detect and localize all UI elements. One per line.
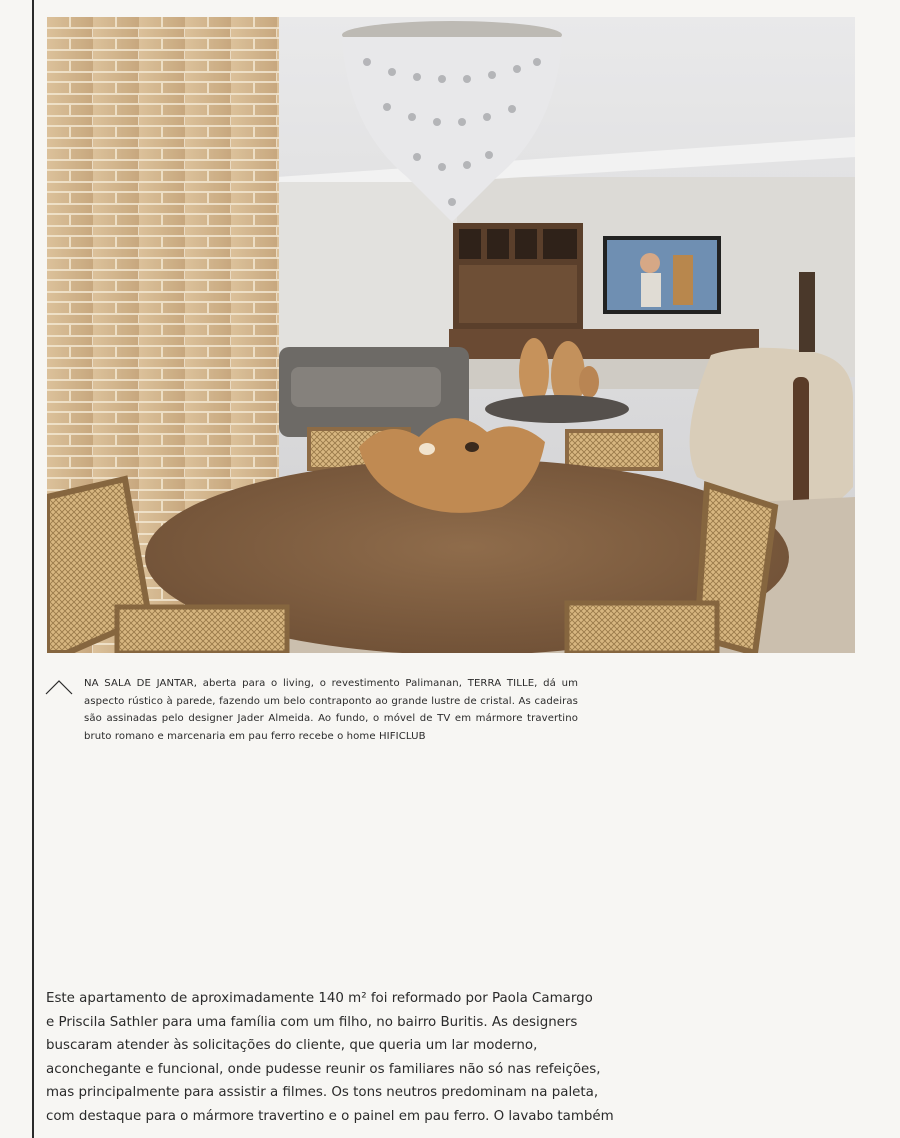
article-body-line: buscaram atender às solicitações do cliente, que queria um lar moderno, xyxy=(46,1038,538,1053)
article-body-line: com destaque para o mármore travertino e o painel em pau ferro. O lavabo também xyxy=(46,1108,614,1124)
photo-caption: NA SALA DE JANTAR, aberta para o living, o revestimento Palimanan, TERRA TILLE, dá um aspecto rústico à parede, fazendo um belo contraponto ao grande lustre de cristal. As cadeiras são assinadas pelo designer Jader Almeida. Ao fundo, o móvel de TV em mármore travertino bruto romano e marcenaria em pau ferro recebe o home HIFICLUB xyxy=(84,678,578,742)
article-body-line: Este apartamento de aproximadamente 140 m² foi reformado por Paola Camargo xyxy=(46,991,593,1006)
page-edge-line xyxy=(32,0,34,1138)
article-body xyxy=(46,987,614,1128)
article-body-line: aconchegante e funcional, onde pudesse reunir os familiares não só nas refeições, xyxy=(46,1061,601,1077)
dining-room-photo xyxy=(47,17,855,653)
caret-up-icon xyxy=(45,679,73,695)
article-body-line: mas principalmente para assistir a filmes. Os tons neutros predominam na paleta, xyxy=(46,1085,599,1100)
article-body-line: e Priscila Sathler para uma família com um filho, no bairro Buritis. As designers xyxy=(46,1014,578,1030)
